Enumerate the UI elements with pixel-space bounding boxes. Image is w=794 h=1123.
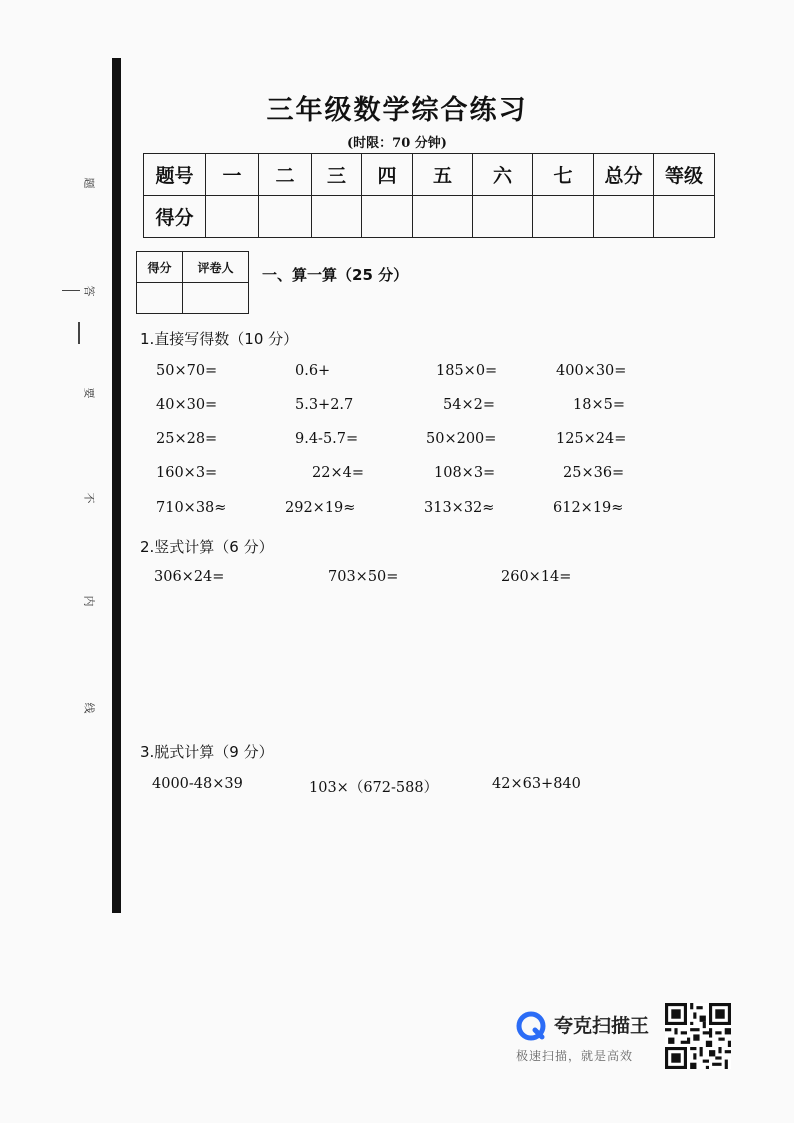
scanner-slogan: 极速扫描，就是高效 (516, 1049, 634, 1063)
score-input-cell[interactable] (206, 196, 259, 238)
grader-name-cell[interactable] (183, 283, 249, 314)
expr-r5c2: 292×19≈ (285, 500, 356, 516)
expr-r3c1: 25×28= (156, 431, 218, 447)
gutter-char-6: 线 (82, 702, 96, 714)
cell-q7: 七 (533, 154, 594, 196)
expr-r4c3: 108×3= (434, 465, 496, 481)
step-calc-2: 103×（672-588） (309, 780, 439, 796)
score-input-cell[interactable] (259, 196, 312, 238)
cell-q2: 二 (259, 154, 312, 196)
score-input-cell[interactable] (413, 196, 473, 238)
score-input-cell[interactable] (594, 196, 654, 238)
cell-total: 总分 (594, 154, 654, 196)
gutter-dash (78, 322, 80, 344)
vertical-calc-3: 260×14= (501, 569, 572, 585)
expr-r5c4: 612×19≈ (553, 500, 624, 516)
gutter-char-1: 题 (82, 177, 96, 189)
expr-r1c4: 400×30= (556, 363, 627, 379)
section-title: 一、算一算（25 分） (262, 266, 409, 284)
cell-q3: 三 (312, 154, 362, 196)
expr-r2c3: 54×2= (443, 397, 495, 413)
score-table (143, 153, 715, 238)
gutter-char-3: 要 (82, 387, 96, 399)
time-limit: (时限：70 分钟) (347, 136, 447, 151)
binding-line (112, 58, 121, 913)
qr-code-icon (665, 1003, 731, 1069)
cell-grade: 等级 (654, 154, 715, 196)
cell-q6: 六 (473, 154, 533, 196)
expr-r2c4: 18×5= (573, 397, 625, 413)
vertical-calc-2: 703×50= (328, 569, 399, 585)
score-table-score-row (144, 196, 715, 238)
gutter-char-4: 不 (82, 492, 96, 504)
step-calc-1: 4000-48×39 (152, 776, 243, 792)
score-input-cell[interactable] (312, 196, 362, 238)
gutter-dash (62, 290, 80, 291)
expr-r4c2: 22×4= (312, 465, 364, 481)
gutter-char-2: 答 (82, 285, 96, 297)
step-calc-3: 42×63+840 (492, 776, 581, 792)
cell-q4: 四 (362, 154, 413, 196)
cell-score-label: 得分 (144, 196, 206, 238)
expr-r4c1: 160×3= (156, 465, 218, 481)
expr-r3c3: 50×200= (426, 431, 497, 447)
score-input-cell[interactable] (533, 196, 594, 238)
cell-q5: 五 (413, 154, 473, 196)
expr-r1c2: 0.6+ (295, 363, 331, 379)
part1-title: 1.直接写得数（10 分） (140, 330, 299, 348)
gutter-char-5: 内 (82, 595, 96, 607)
scanner-app-name: 夸克扫描王 (554, 1015, 650, 1037)
page-title: 三年级数学综合练习 (266, 95, 528, 126)
expr-r1c1: 50×70= (156, 363, 218, 379)
expr-r5c3: 313×32≈ (424, 500, 495, 516)
expr-r2c1: 40×30= (156, 397, 218, 413)
cell-label: 题号 (144, 154, 206, 196)
scanner-logo-icon (516, 1011, 546, 1041)
score-table-header-row (144, 154, 715, 196)
expr-r1c3: 185×0= (436, 363, 498, 379)
expr-r4c4: 25×36= (563, 465, 625, 481)
score-input-cell[interactable] (473, 196, 533, 238)
expr-r3c4: 125×24= (556, 431, 627, 447)
expr-r2c2: 5.3+2.7 (295, 397, 354, 413)
score-input-cell[interactable] (654, 196, 715, 238)
expr-r5c1: 710×38≈ (156, 500, 227, 516)
score-input-cell[interactable] (362, 196, 413, 238)
grader-box (136, 251, 249, 314)
expr-r3c2: 9.4-5.7= (295, 431, 359, 447)
part3-title: 3.脱式计算（9 分） (140, 743, 274, 761)
cell-q1: 一 (206, 154, 259, 196)
grader-score-cell[interactable] (137, 283, 183, 314)
grader-score-label: 得分 (137, 252, 183, 283)
grader-name-label: 评卷人 (183, 252, 249, 283)
part2-title: 2.竖式计算（6 分） (140, 538, 274, 556)
scanner-watermark (516, 1007, 666, 1067)
vertical-calc-1: 306×24= (154, 569, 225, 585)
